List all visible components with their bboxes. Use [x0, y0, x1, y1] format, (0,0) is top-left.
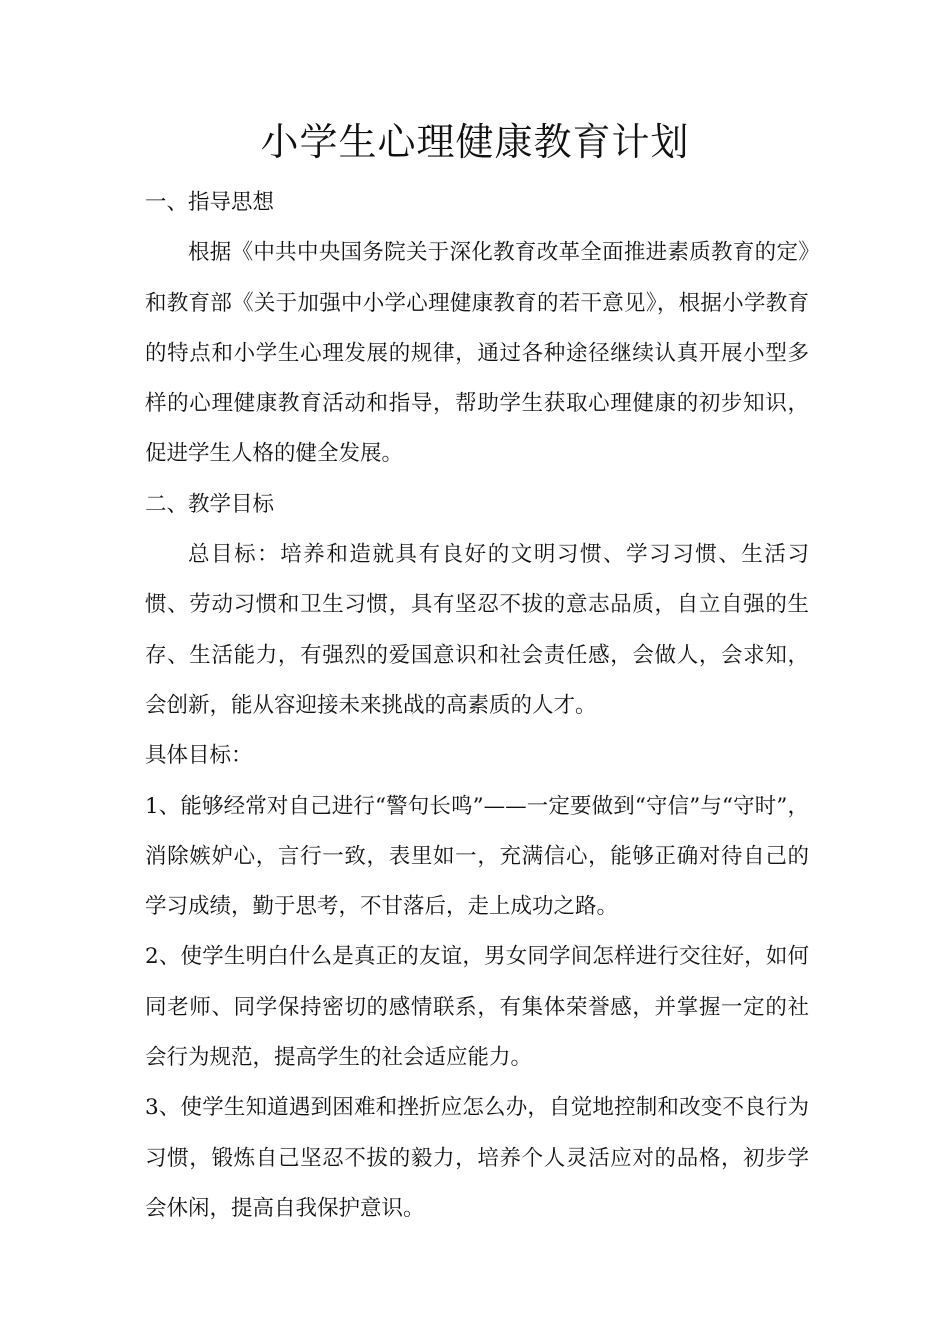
specific-goal-item-1: 1、能够经常对自己进行“警句长鸣”——一定要做到“守信”与“守时”，消除嫉妒心，言行一致，表里如一，充满信心，能够正确对待自己的学习成绩，勤于思考，不甘落后，走上成功之路。: [145, 793, 809, 920]
guiding-thought-paragraph: 根据《中共中央国务院关于深化教育改革全面推进素质教育的定》和教育部《关于加强中小学心理健康教育的若干意见》，根据小学教育的特点和小学生心理发展的规律，通过各种途径继续认真开展小型多样的心理健康教育活动和指导，帮助学生获取心理健康的初步知识，促进学生人格的健全发展。: [145, 240, 809, 467]
section-heading-guiding-thought: 一、指导思想: [145, 190, 275, 215]
overall-goal-paragraph: 总目标：培养和造就具有良好的文明习惯、学习习惯、生活习惯、劳动习惯和卫生习惯，具有坚忍不拔的意志品质，自立自强的生存、生活能力，有强烈的爱国意识和社会责任感，会做人，会求知，会创新，能从容迎接未来挑战的高素质的人才。: [145, 542, 809, 718]
specific-goals-heading: 具体目标：: [145, 743, 253, 769]
document-body: [145, 178, 809, 1234]
section-heading-teaching-goals: 二、教学目标: [145, 491, 275, 517]
document-title: 小学生心理健康教育计划: [260, 120, 690, 164]
specific-goal-item-3: 3、使学生知道遇到困难和挫折应怎么办，自觉地控制和改变不良行为习惯，锻炼自己坚忍不拔的毅力，培养个人灵活应对的品格，初步学会休闲，提高自我保护意识。: [145, 1095, 809, 1221]
specific-goal-item-2: 2、使学生明白什么是真正的友谊，男女同学间怎样进行交往好，如何同老师、同学保持密切的感情联系，有集体荣誉感，并掌握一定的社会行为规范，提高学生的社会适应能力。: [145, 944, 809, 1071]
